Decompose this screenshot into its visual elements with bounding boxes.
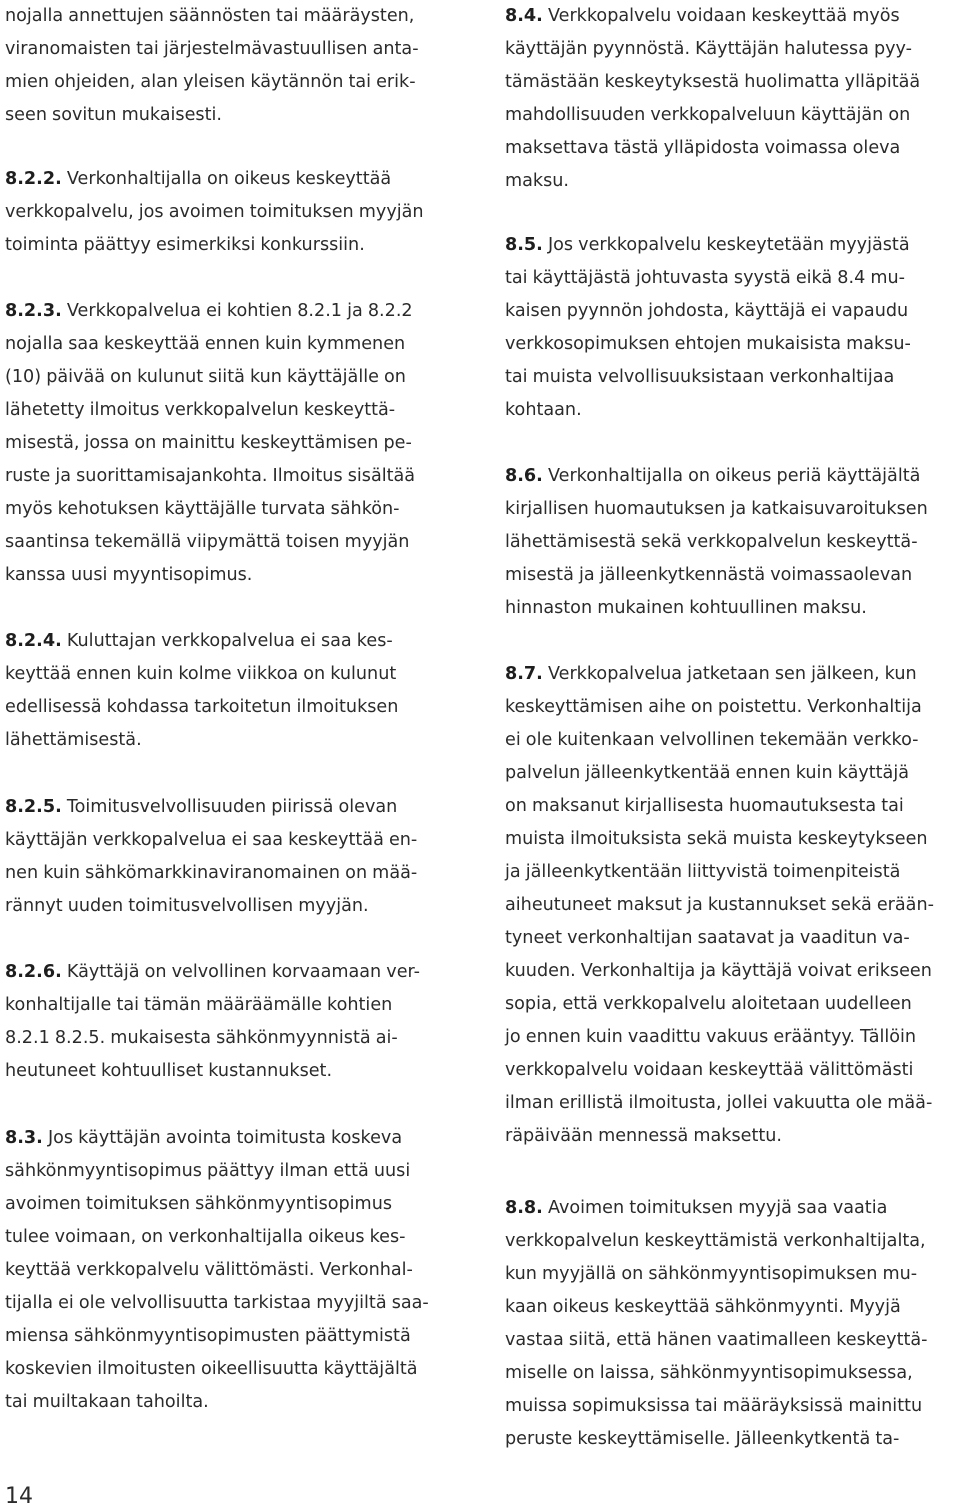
line-text: keskeyttämisen aihe on poistettu. Verkonhaltija [505,697,922,717]
paragraph [5,1122,429,1419]
line-text: muissa sopimuksissa tai määräyksissä mainittu [505,1396,923,1416]
section-number: 8.2.6. [5,962,62,982]
line-text: edellisessä kohdassa tarkoitetun ilmoituksen [5,697,399,717]
text-line [505,559,928,592]
text-line [505,1423,928,1456]
line-text: seen sovitun mukaisesti. [5,105,222,125]
text-line [505,592,928,625]
section-number: 8.7. [505,664,543,684]
text-line [505,823,934,856]
section-number: 8.2.2. [5,169,62,189]
line-text: lähetetty ilmoitus verkkopalvelun keskeyttä- [5,400,396,420]
text-line [505,526,928,559]
text-line [505,1120,934,1153]
line-text: Kuluttajan verkkopalvelua ei saa kes- [61,631,393,651]
page-number: 14 [5,1484,33,1509]
line-text: misestä, jossa on mainittu keskeyttämisen pe- [5,433,412,453]
text-line [505,1357,928,1390]
text-line [5,989,420,1022]
line-text: tyneet verkonhaltijan saatavat ja vaaditun va- [505,928,910,948]
text-line [5,163,424,196]
line-text: kohtaan. [505,400,582,420]
text-line [5,0,419,33]
text-line [5,1353,429,1386]
line-text: kuuden. Verkonhaltija ja käyttäjä voivat erikseen [505,961,932,981]
line-text: heutuneet kohtuulliset kustannukset. [5,1061,333,1081]
text-line [5,658,398,691]
paragraph [505,229,911,427]
line-text: kirjallisen huomautuksen ja katkaisuvaroituksen [505,499,928,519]
paragraph [5,163,424,262]
line-text: nojalla annettujen säännösten tai määräysten, [5,6,415,26]
text-line [5,295,415,328]
line-text: Verkonhaltijalla on oikeus periä käyttäjältä [542,466,921,486]
text-line [505,165,920,198]
line-text: lähettämisestä. [5,730,142,750]
line-text: on maksanut kirjallisesta huomautuksesta tai [505,796,904,816]
section-number: 8.8. [505,1198,543,1218]
line-text: tämästään keskeytyksestä huolimatta ylläpitää [505,72,921,92]
line-text: maksu. [505,171,570,191]
paragraph [5,0,419,132]
paragraph [505,1192,928,1456]
line-text: misestä ja jälleenkytkennästä voimassaolevan [505,565,913,585]
text-line [5,1320,429,1353]
text-line [505,262,911,295]
text-line [5,33,419,66]
text-line [5,427,415,460]
text-line [5,1188,429,1221]
text-line [505,988,934,1021]
text-line [5,559,415,592]
text-line [5,1287,429,1320]
line-text: saantinsa tekemällä viipymättä toisen myyjän [5,532,410,552]
line-text: myös kehotuksen käyttäjälle turvata sähkön- [5,499,400,519]
line-text: peruste keskeyttämiselle. Jälleenkytkentä ta- [505,1429,900,1449]
text-line [505,493,928,526]
text-line [505,1258,928,1291]
line-text: Jos verkkopalvelu keskeytetään myyjästä [542,235,910,255]
line-text: tai käyttäjästä johtuvasta syystä eikä 8.4 mu- [505,268,906,288]
line-text: konhaltijalle tai tämän määräämälle kohtien [5,995,393,1015]
paragraph [5,791,417,923]
text-line [505,1225,928,1258]
line-text: keyttää verkkopalvelu välittömästi. Verkonhal- [5,1260,413,1280]
line-text: Verkonhaltijalla on oikeus keskeyttää [61,169,392,189]
line-text: nojalla saa keskeyttää ennen kuin kymmenen [5,334,406,354]
text-line [5,229,424,262]
text-line [505,889,934,922]
section-number: 8.2.3. [5,301,62,321]
line-text: mahdollisuuden verkkopalveluun käyttäjän on [505,105,911,125]
paragraph [5,625,398,757]
text-line [5,1254,429,1287]
line-text: Verkkopalvelua jatketaan sen jälkeen, kun [542,664,917,684]
line-text: aiheutuneet maksut ja kustannukset sekä erään- [505,895,934,915]
section-number: 8.3. [5,1128,43,1148]
line-text: verkkopalvelu voidaan keskeyttää välittömästi [505,1060,914,1080]
line-text: rännyt uuden toimitusvelvollisen myyjän. [5,896,369,916]
line-text: verkkopalvelun keskeyttämistä verkonhaltijalta, [505,1231,926,1251]
line-text: koskevien ilmoitusten oikeellisuutta käyttäjältä [5,1359,418,1379]
section-number: 8.2.5. [5,797,62,817]
line-text: käyttäjän pyynnöstä. Käyttäjän halutessa pyy- [505,39,912,59]
text-line [5,526,415,559]
line-text: tai muiltakaan tahoilta. [5,1392,209,1412]
text-line [505,757,934,790]
line-text: avoimen toimituksen sähkönmyyntisopimus [5,1194,393,1214]
text-line [5,1221,429,1254]
line-text: miensa sähkönmyyntisopimusten päättymistä [5,1326,411,1346]
text-line [505,229,911,262]
text-line [5,857,417,890]
text-line [505,658,934,691]
text-line [505,922,934,955]
line-text: ei ole kuitenkaan velvollinen tekemään verkko- [505,730,919,750]
section-number: 8.2.4. [5,631,62,651]
text-line [5,460,415,493]
text-line [5,361,415,394]
line-text: räpäivään mennessä maksettu. [505,1126,783,1146]
text-line [5,196,424,229]
line-text: Käyttäjä on velvollinen korvaamaan ver- [61,962,420,982]
line-text: kaan oikeus keskeyttää sähkönmyynti. Myyjä [505,1297,901,1317]
line-text: tai muista velvollisuuksistaan verkonhaltijaa [505,367,895,387]
line-text: käyttäjän verkkopalvelua ei saa keskeyttää en- [5,830,418,850]
line-text: muista ilmoituksista sekä muista keskeytykseen [505,829,928,849]
line-text: (10) päivää on kulunut siitä kun käyttäjälle on [5,367,406,387]
line-text: tijalla ei ole velvollisuutta tarkistaa myyjiltä saa- [5,1293,429,1313]
section-number: 8.4. [505,6,543,26]
text-line [505,361,911,394]
line-text: Verkkopalvelua ei kohtien 8.2.1 ja 8.2.2 [61,301,413,321]
line-text: 8.2.1 8.2.5. mukaisesta sähkönmyynnistä ai- [5,1028,398,1048]
text-line [505,691,934,724]
line-text: nen kuin sähkömarkkinaviranomainen on mää- [5,863,418,883]
line-text: ja jälleenkytkentään liittyvistä toimenpiteistä [505,862,901,882]
line-text: maksettava tästä ylläpidosta voimassa oleva [505,138,901,158]
text-line [5,724,398,757]
line-text: hinnaston mukainen kohtuullinen maksu. [505,598,867,618]
text-line [505,460,928,493]
text-line [505,33,920,66]
paragraph [5,956,420,1088]
line-text: verkkosopimuksen ehtojen mukaisista maksu- [505,334,911,354]
text-line [5,1022,420,1055]
paragraph [5,295,415,592]
text-line [505,955,934,988]
paragraph [505,0,920,198]
text-line [5,66,419,99]
text-line [5,824,417,857]
text-line [505,1054,934,1087]
line-text: vastaa siitä, että hänen vaatimalleen keskeyttä- [505,1330,928,1350]
line-text: Verkkopalvelu voidaan keskeyttää myös [542,6,900,26]
text-line [505,132,920,165]
text-line [505,394,911,427]
text-line [505,99,920,132]
line-text: toiminta päättyy esimerkiksi konkurssiin. [5,235,365,255]
text-line [5,99,419,132]
text-line [5,394,415,427]
text-line [5,493,415,526]
text-line [505,0,920,33]
line-text: kaisen pyynnön johdosta, käyttäjä ei vapaudu [505,301,909,321]
text-line [505,66,920,99]
text-line [5,328,415,361]
text-line [505,856,934,889]
line-text: sopia, että verkkopalvelu aloitetaan uudelleen [505,994,912,1014]
section-number: 8.5. [505,235,543,255]
line-text: kanssa uusi myyntisopimus. [5,565,253,585]
text-line [505,328,911,361]
line-text: jo ennen kuin vaadittu vakuus erääntyy. Tällöin [505,1027,917,1047]
line-text: viranomaisten tai järjestelmävastuullisen anta- [5,39,419,59]
text-line [505,1021,934,1054]
text-line [505,724,934,757]
text-line [5,1122,429,1155]
line-text: Toimitusvelvollisuuden piirissä olevan [61,797,398,817]
line-text: lähettämisestä sekä verkkopalvelun keskeyttä- [505,532,918,552]
line-text: Avoimen toimituksen myyjä saa vaatia [542,1198,888,1218]
line-text: ilman erillistä ilmoitusta, jollei vakuutta ole mää- [505,1093,933,1113]
paragraph [505,658,934,1153]
text-line [505,1291,928,1324]
line-text: mien ohjeiden, alan yleisen käytännön tai erik- [5,72,416,92]
text-line [5,791,417,824]
section-number: 8.6. [505,466,543,486]
line-text: tulee voimaan, on verkonhaltijalla oikeus kes- [5,1227,406,1247]
line-text: ruste ja suorittamisajankohta. Ilmoitus sisältää [5,466,416,486]
line-text: palvelun jälleenkytkentää ennen kuin käyttäjä [505,763,910,783]
text-line [505,1192,928,1225]
line-text: sähkönmyyntisopimus päättyy ilman että uusi [5,1161,411,1181]
text-line [5,890,417,923]
paragraph [505,460,928,625]
text-line [505,1324,928,1357]
text-line [505,295,911,328]
text-line [505,1087,934,1120]
text-line [5,1155,429,1188]
text-line [5,956,420,989]
text-line [5,1386,429,1419]
line-text: keyttää ennen kuin kolme viikkoa on kulunut [5,664,397,684]
text-line [5,1055,420,1088]
text-line [505,1390,928,1423]
line-text: kun myyjällä on sähkönmyyntisopimuksen mu- [505,1264,918,1284]
line-text: Jos käyttäjän avointa toimitusta koskeva [42,1128,403,1148]
text-line [5,625,398,658]
text-line [5,691,398,724]
line-text: miselle on laissa, sähkönmyyntisopimuksessa, [505,1363,913,1383]
line-text: verkkopalvelu, jos avoimen toimituksen myyjän [5,202,424,222]
text-line [505,790,934,823]
